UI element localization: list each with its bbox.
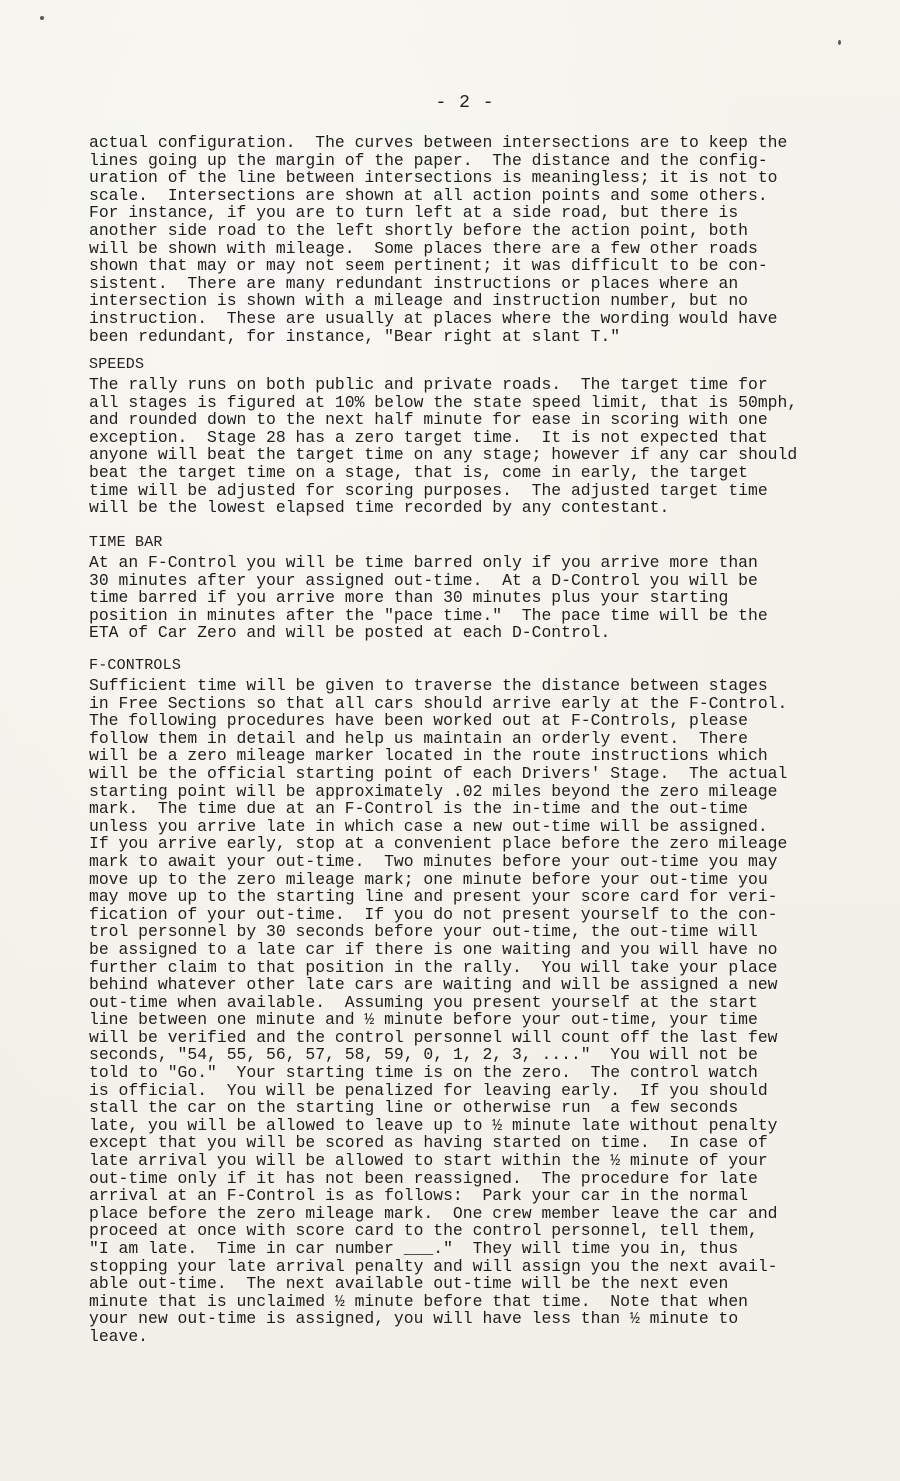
speeds-section: [89, 356, 849, 517]
text-line: told to "Go." Your starting time is on the zero. The control watch: [89, 1063, 758, 1083]
f-controls-paragraph: [89, 677, 849, 1346]
text-line: starting point will be approximately .02 miles beyond the zero mileage: [89, 781, 778, 801]
text-line: actual configuration. The curves between intersections are to keep the: [89, 133, 788, 152]
text-line: time barred if you arrive more than 30 minutes plus your starting: [89, 588, 729, 608]
text-line: shown that may or may not seem pertinent; it was difficult to be con-: [89, 256, 768, 276]
text-line: uration of the line between intersections is meaningless; it is not to: [89, 168, 778, 188]
text-line: If you arrive early, stop at a convenient place before the zero mileage: [89, 834, 788, 854]
text-line: beat the target time on a stage, that is, come in early, the target: [89, 462, 749, 482]
text-line: unless you arrive late in which case a new out-time will be assigned.: [89, 816, 768, 836]
text-line: out-time only if it has not been reassigned. The procedure for late: [89, 1168, 758, 1188]
text-line: At an F-Control you will be time barred only if you arrive more than: [89, 553, 758, 572]
text-line: behind whatever other late cars are waiting and will be assigned a new: [89, 975, 778, 995]
text-line: leave.: [89, 1326, 149, 1346]
text-line: scale. Intersections are shown at all action points and some others.: [89, 185, 768, 205]
text-line: further claim to that position in the rally. You will take your place: [89, 957, 778, 977]
text-line: will be shown with mileage. Some places there are a few other roads: [89, 238, 758, 258]
text-line: For instance, if you are to turn left at a side road, but there is: [89, 203, 739, 223]
text-line: mark. The time due at an F-Control is the in-time and the out-time: [89, 799, 749, 819]
text-line: able out-time. The next available out-time will be the next even: [89, 1274, 729, 1294]
text-line: fication of your out-time. If you do not present yourself to the con-: [89, 904, 778, 924]
text-line: line between one minute and ½ minute before your out-time, your time: [89, 1010, 758, 1030]
section-heading-time-bar: TIME BAR: [89, 534, 163, 551]
text-line: in Free Sections so that all cars should arrive early at the F-Control.: [89, 693, 788, 713]
text-line: will be the lowest elapsed time recorded by any contestant.: [89, 498, 670, 518]
section-heading-speeds: SPEEDS: [89, 356, 145, 373]
text-line: lines going up the margin of the paper. The distance and the config-: [89, 150, 768, 170]
text-line: trol personnel by 30 seconds before your out-time, the out-time will: [89, 922, 758, 942]
text-line: except that you will be scored as having started on time. In case of: [89, 1133, 768, 1153]
text-line: may move up to the starting line and present your score card for veri-: [89, 887, 778, 907]
text-line: out-time when available. Assuming you present yourself at the start: [89, 992, 758, 1012]
text-line: will be the official starting point of each Drivers' Stage. The actual: [89, 763, 788, 783]
speeds-paragraph: [89, 376, 849, 517]
text-line: The following procedures have been worked out at F-Controls, please: [89, 711, 749, 731]
text-line: proceed at once with score card to the control personnel, tell them,: [89, 1221, 758, 1241]
text-line: position in minutes after the "pace time." The pace time will be the: [89, 605, 768, 625]
text-line: time will be adjusted for scoring purposes. The adjusted target time: [89, 480, 768, 500]
text-line: instruction. These are usually at places where the wording would have: [89, 308, 778, 328]
section-heading-f-controls: F-CONTROLS: [89, 657, 182, 674]
text-line: intersection is shown with a mileage and instruction number, but no: [89, 291, 749, 311]
intro-paragraph: [89, 134, 849, 345]
text-line: is official. You will be penalized for leaving early. If you should: [89, 1080, 768, 1100]
time-bar-paragraph: [89, 554, 849, 642]
text-line: 30 minutes after your assigned out-time. At a D-Control you will be: [89, 570, 758, 590]
text-line: be assigned to a late car if there is one waiting and you will have no: [89, 939, 778, 959]
text-line: The rally runs on both public and private roads. The target time for: [89, 375, 768, 394]
text-line: arrival at an F-Control is as follows: Park your car in the normal: [89, 1186, 749, 1206]
text-line: anyone will beat the target time on any stage; however if any car should: [89, 445, 798, 465]
text-line: exception. Stage 28 has a zero target time. It is not expected that: [89, 427, 768, 447]
text-line: will be verified and the control personnel will count off the last few: [89, 1027, 778, 1047]
text-line: follow them in detail and help us maintain an orderly event. There: [89, 728, 749, 748]
text-line: ETA of Car Zero and will be posted at each D-Control.: [89, 623, 611, 643]
text-line: been redundant, for instance, "Bear right at slant T.": [89, 326, 621, 346]
text-line: seconds, "54, 55, 56, 57, 58, 59, 0, 1, 2, 3, ...." You will not be: [89, 1045, 758, 1065]
text-line: another side road to the left shortly before the action point, both: [89, 220, 749, 240]
text-line: all stages is figured at 10% below the state speed limit, that is 50mph,: [89, 392, 798, 412]
text-line: "I am late. Time in car number ___." They will time you in, thus: [89, 1239, 739, 1258]
text-line: late, you will be allowed to leave up to ½ minute late without penalty: [89, 1115, 778, 1135]
text-line: sistent. There are many redundant instructions or places where an: [89, 273, 739, 293]
page-number: - 2 -: [435, 93, 495, 113]
time-bar-section: [89, 534, 849, 642]
text-line: move up to the zero mileage mark; one minute before your out-time you: [89, 869, 768, 889]
text-line: Sufficient time will be given to traverse the distance between stages: [89, 676, 768, 695]
text-line: and rounded down to the next half minute for ease in scoring with one: [89, 410, 768, 430]
text-line: mark to await your out-time. Two minutes before your out-time you may: [89, 851, 778, 871]
text-line: late arrival you will be allowed to start within the ½ minute of your: [89, 1151, 768, 1171]
text-line: minute that is unclaimed ½ minute before that time. Note that when: [89, 1291, 749, 1311]
paper-speck: [40, 16, 44, 20]
f-controls-section: [89, 657, 849, 1346]
text-line: stall the car on the starting line or otherwise run a few seconds: [89, 1098, 739, 1118]
text-line: your new out-time is assigned, you will have less than ½ minute to: [89, 1309, 739, 1329]
text-line: will be a zero mileage marker located in the route instructions which: [89, 746, 768, 766]
text-line: stopping your late arrival penalty and will assign you the next avail-: [89, 1256, 778, 1276]
text-line: place before the zero mileage mark. One crew member leave the car and: [89, 1203, 778, 1223]
paper-speck: [838, 40, 841, 45]
